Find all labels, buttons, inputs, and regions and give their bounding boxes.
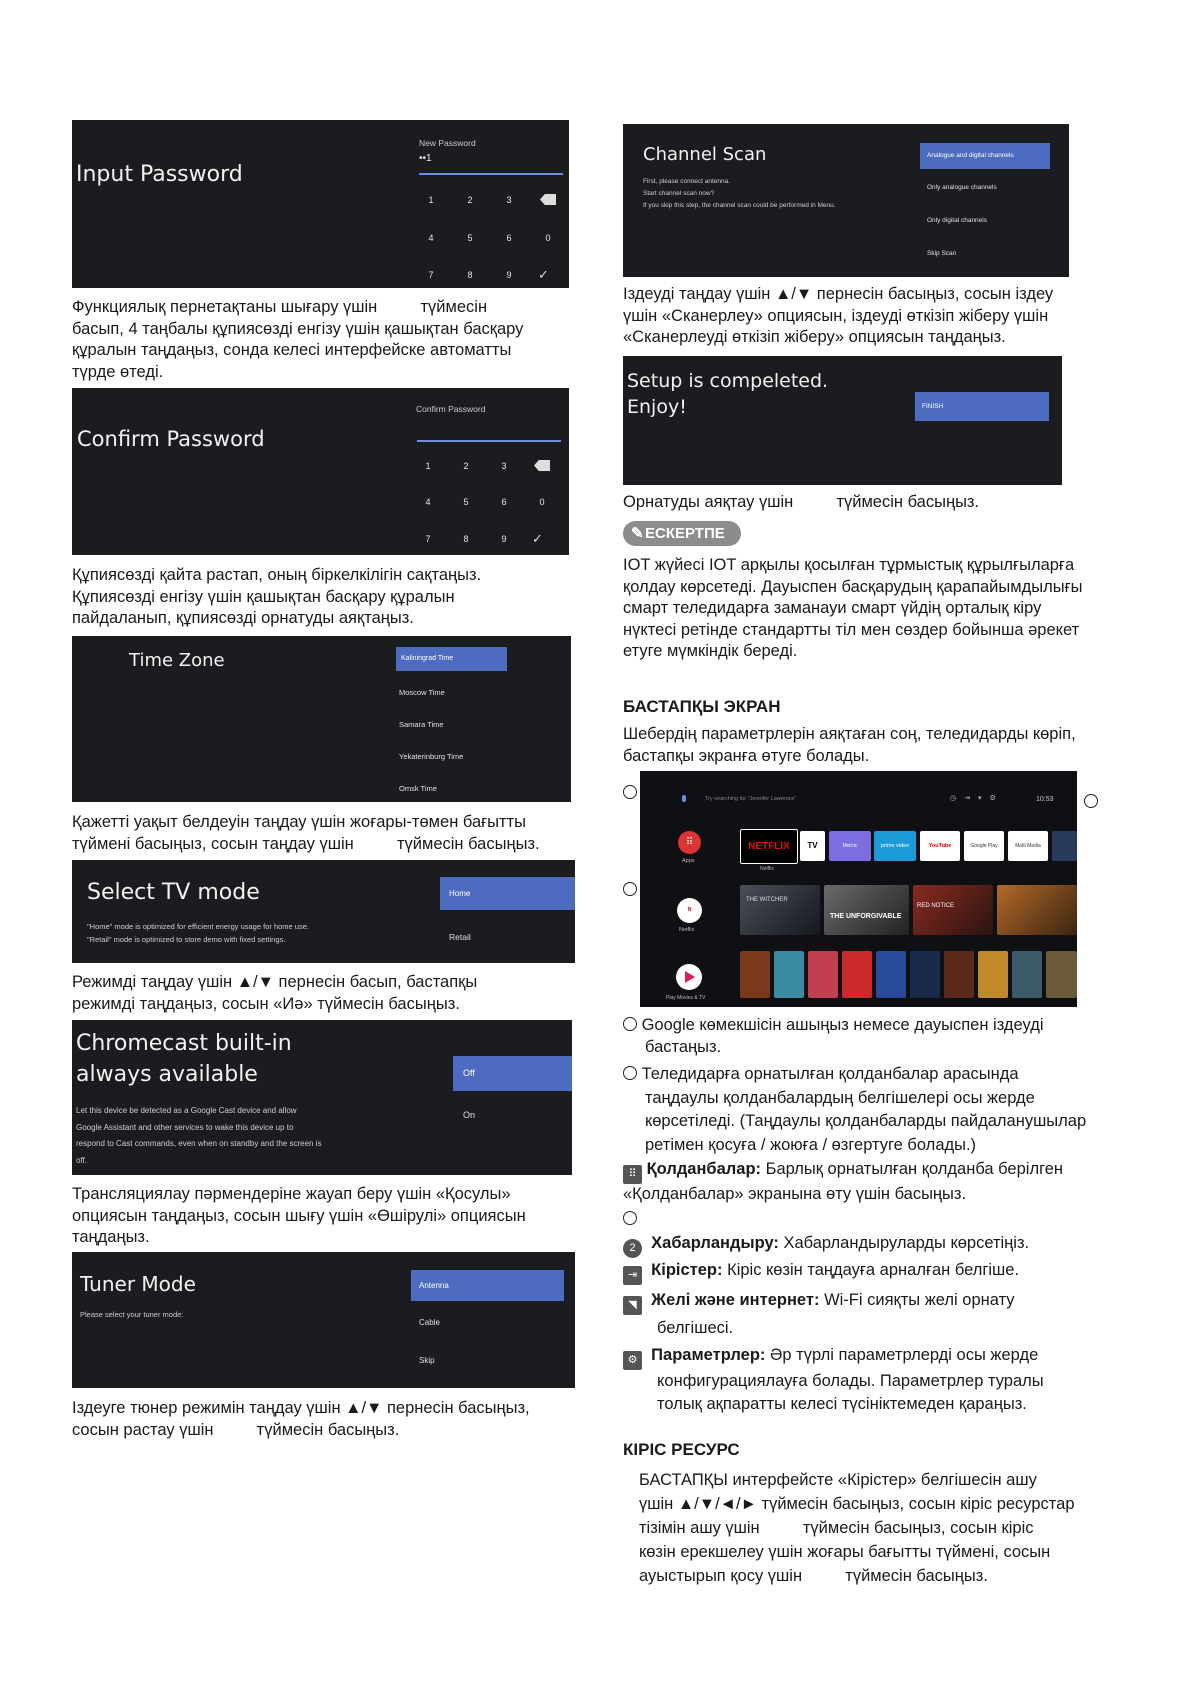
- key-9[interactable]: 9: [501, 534, 507, 544]
- callout-ring: [623, 1066, 637, 1080]
- note-badge: [623, 521, 741, 546]
- confirm-password-underline: [417, 440, 561, 442]
- tv-mode-retail-option[interactable]: Retail: [449, 932, 471, 942]
- tuner-mode-desc: Please select your tuner mode:: [80, 1310, 184, 1319]
- setup-complete-title: [627, 368, 828, 420]
- bullet-line: Теледидарға орнатылған қолданбалар арасында: [641, 1065, 1019, 1083]
- caption-line: Орнатуды аяқтау үшін: [623, 493, 794, 511]
- time-zone-option[interactable]: Omsk Time: [399, 784, 437, 793]
- key-0[interactable]: 0: [539, 497, 545, 507]
- caption-line: сосын растау үшін: [72, 1420, 214, 1439]
- movie-poster[interactable]: [1046, 951, 1077, 998]
- key-8[interactable]: 8: [463, 534, 469, 544]
- bullet-line: Google көмекшісін ашыңыз немесе дауыспен іздеуді: [641, 1016, 1044, 1034]
- caption-line: режимді таңдаңыз, сосын «Иә» түймесін басыңыз.: [72, 994, 460, 1013]
- chromecast-desc: [76, 1103, 321, 1169]
- callout-ring-1: [623, 785, 637, 803]
- caption-line: таңдаңыз.: [72, 1228, 150, 1247]
- key-4[interactable]: 4: [425, 497, 431, 507]
- prime-video-tile[interactable]: prime video: [874, 831, 916, 861]
- caption-setup-complete: [623, 492, 979, 514]
- play-movies-label: Play Movies & TV: [666, 995, 706, 1001]
- desc-line: off.: [76, 1155, 87, 1165]
- tuner-mode-screen: [72, 1252, 575, 1388]
- desc-line: Start channel scan now?: [643, 190, 715, 197]
- key-4[interactable]: 4: [428, 233, 434, 243]
- time-zone-title: Time Zone: [129, 650, 225, 671]
- content-tile[interactable]: [997, 885, 1077, 935]
- select-tv-mode-screen: [72, 860, 575, 963]
- setup-complete-screen: [623, 356, 1062, 485]
- bullet-line: ретімен қосуға / жоюға / өзгертуге болады.): [645, 1135, 977, 1154]
- item-bold: Желі және интернет:: [651, 1291, 820, 1309]
- new-password-value: ••1: [419, 153, 432, 164]
- callout-ring-2: [623, 882, 637, 900]
- clock: 10:53: [1036, 796, 1054, 803]
- input-resource-heading: КІРІС РЕСУРС: [623, 1440, 740, 1459]
- play-movies-icon[interactable]: [676, 964, 702, 990]
- key-6[interactable]: 6: [501, 497, 507, 507]
- key-3[interactable]: 3: [501, 461, 507, 471]
- desc-line: Let this device be detected as a Google Cast device and allow: [76, 1106, 297, 1115]
- apps-item-text: Барлық орнатылған қолданба берілген: [765, 1160, 1064, 1178]
- note-label: ЕСКЕРТПЕ: [645, 525, 725, 542]
- title-line: always available: [76, 1062, 258, 1087]
- apps-item-text: «Қолданбалар» экранына өту үшін басыңыз.: [623, 1185, 967, 1203]
- netflix-rail-icon[interactable]: N: [677, 898, 702, 923]
- finish-button[interactable]: FINISH: [915, 392, 1049, 421]
- select-tv-mode-title: Select TV mode: [87, 880, 260, 905]
- tv-mode-desc: [87, 920, 309, 946]
- input-line: БАСТАПҚЫ интерфейсте «Кірістер» белгішесін ашу: [639, 1471, 1037, 1489]
- note-line: қолдау көрсетеді. Дауыспен басқарудың қарапайымдылығы: [623, 577, 1083, 596]
- content-tile-unforgivable[interactable]: THE UNFORGIVABLE: [824, 885, 909, 935]
- movie-poster[interactable]: [876, 951, 906, 998]
- callout-ring: [623, 1017, 637, 1031]
- desc-line: If you skip this step, the channel scan could be performed in Menu.: [643, 202, 836, 209]
- key-9[interactable]: 9: [506, 270, 512, 280]
- confirm-password-screen: [72, 388, 569, 555]
- scan-option[interactable]: Analogue and digital channels: [920, 143, 1050, 169]
- title-line: Setup is compeleted.: [627, 370, 829, 392]
- movie-poster[interactable]: [910, 951, 940, 998]
- input-resource-text: [639, 1468, 1075, 1588]
- caption-chromecast: [72, 1184, 526, 1249]
- mvirric-tile[interactable]: Mvirric: [829, 831, 871, 861]
- item-text: конфигурациялауға болады. Параметрлер туралы: [657, 1372, 1044, 1390]
- input-source-icon: ⇥: [623, 1266, 642, 1285]
- caption-time-zone: [72, 812, 540, 855]
- time-zone-option[interactable]: Samara Time: [399, 720, 444, 729]
- caption-line: опциясын таңдаңыз, сосын шығу үшін «Өшірулі» опциясын: [72, 1206, 526, 1225]
- scan-option[interactable]: Skip Scan: [927, 250, 957, 257]
- channel-scan-title: Channel Scan: [643, 144, 767, 165]
- check-icon[interactable]: ✓: [538, 267, 549, 282]
- network-item: [623, 1287, 1015, 1341]
- desc-line: Google Assistant and other services to wake this device up to: [76, 1122, 294, 1132]
- input-line: көзін ерекшелеу үшін жоғары бағытты түймені, сосын: [639, 1543, 1051, 1561]
- caption-line: Құпиясөзді енгізу үшін қашықтан басқару құралын: [72, 587, 455, 606]
- item-text: Хабарландыруларды көрсетіңіз.: [783, 1234, 1030, 1252]
- item-text: Кіріс көзін таңдауға арналған белгіше.: [727, 1261, 1020, 1279]
- title-line: Chromecast built-in: [76, 1031, 292, 1056]
- chromecast-off-option[interactable]: Off: [453, 1056, 572, 1091]
- paperclip-icon: ✎: [631, 525, 644, 542]
- time-zone-screen: [72, 636, 571, 802]
- caption-line: түймесін басыңыз.: [256, 1420, 400, 1439]
- desc-line: respond to Cast commands, even when on standby and the screen is: [76, 1139, 322, 1148]
- caption-line: үшін «Сканерлеу» опциясын, іздеуді өткізіп жіберу үшін: [623, 306, 1049, 325]
- caption-line: Құпиясөзді қайта растап, оның біркелкілігін сақтаңыз.: [72, 566, 482, 584]
- apps-item-bold: Қолданбалар:: [646, 1160, 762, 1178]
- mic-icon[interactable]: [682, 795, 686, 802]
- caption-line: Функциялық пернетақтаны шығару үшін: [72, 298, 378, 316]
- intro-line: бастапқы экранға өтуге болады.: [623, 746, 870, 765]
- caption-line: басып, 4 таңбалы құпиясөзді енгізу үшін қашықтан басқару: [72, 319, 524, 338]
- caption-line: құралын таңдаңыз, сонда келесі интерфейске автоматты: [72, 341, 512, 360]
- movie-poster[interactable]: [808, 951, 838, 998]
- caption-confirm-password: [72, 565, 481, 630]
- tuner-mode-title: Tuner Mode: [80, 1272, 196, 1296]
- item-bold: Хабарландыру:: [651, 1234, 779, 1252]
- caption-line: түймесін: [420, 298, 488, 316]
- bullet-line: көрсетіледі. (Таңдаулы қолданбаларды пайдаланушылар: [645, 1112, 1087, 1130]
- movie-poster[interactable]: [1012, 951, 1042, 998]
- new-password-underline: [419, 173, 563, 175]
- caption-line: Қажетті уақыт белдеуін таңдау үшін жоғары-төмен бағытты: [72, 813, 526, 831]
- settings-item: [623, 1344, 1044, 1416]
- input-line: тізімін ашу үшін: [639, 1519, 760, 1537]
- channel-scan-screen: [623, 124, 1069, 277]
- app-tile-partial[interactable]: [1052, 831, 1077, 861]
- caption-line: түймені басыңыз, сосын таңдау үшін: [72, 834, 354, 853]
- movie-poster[interactable]: [740, 951, 770, 998]
- content-tile-red-notice[interactable]: RED NOTICE: [913, 885, 993, 935]
- confirm-password-label: Confirm Password: [416, 404, 486, 414]
- movie-poster[interactable]: [774, 951, 804, 998]
- caption-line: Іздеуге тюнер режимін таңдау үшін ▲/▼ пернесін басыңыз,: [72, 1399, 530, 1417]
- caption-line: «Сканерлеуді өткізіп жіберу» опциясын таңдаңыз.: [623, 328, 1006, 347]
- home-intro: [623, 724, 1076, 767]
- scan-option[interactable]: Only analogue channels: [927, 184, 997, 191]
- netflix-label: Netflix: [679, 927, 695, 933]
- channel-scan-desc: [643, 176, 836, 212]
- input-line: түймесін басыңыз, сосын кіріс: [802, 1519, 1034, 1537]
- tv-mode-home-option[interactable]: Home: [440, 877, 575, 910]
- backspace-icon[interactable]: [540, 194, 556, 205]
- search-hint[interactable]: Try searching for "Jennifer Lawrence": [705, 796, 797, 802]
- time-zone-option[interactable]: Moscow Time: [399, 688, 445, 697]
- caption-tuner-mode: [72, 1398, 530, 1441]
- home-screen-heading: БАСТАПҚЫ ЭКРАН: [623, 697, 781, 716]
- content-tile-witcher[interactable]: THE WITCHER: [740, 885, 820, 935]
- inputs-item: [623, 1260, 1019, 1285]
- tv-tile[interactable]: TV: [800, 831, 825, 861]
- movie-poster[interactable]: [842, 951, 872, 998]
- home-screen-screenshot: [640, 771, 1077, 1007]
- key-0[interactable]: 0: [545, 233, 551, 243]
- confirm-password-title: Confirm Password: [77, 427, 265, 451]
- apps-item: [623, 1159, 1063, 1206]
- caption-line: түрде өтеді.: [72, 362, 164, 381]
- backspace-icon[interactable]: [534, 460, 550, 471]
- scan-option[interactable]: Only digital channels: [927, 217, 987, 224]
- apps-icon[interactable]: ⠿: [678, 831, 701, 854]
- caption-channel-scan: [623, 284, 1053, 349]
- tuner-option-skip[interactable]: Skip: [419, 1356, 435, 1365]
- note-line: нүктесі ретінде стандартты тіл мен сөздер бойынша әрекет: [623, 620, 1080, 639]
- item-text: Әр түрлі параметрлерді осы жерде: [770, 1346, 1039, 1364]
- chromecast-screen: [72, 1020, 572, 1175]
- item-bold: Параметрлер:: [651, 1346, 766, 1364]
- chromecast-on-option[interactable]: On: [463, 1110, 476, 1120]
- desc-line: "Home" mode is optimized for efficient energy usage for home use.: [87, 922, 309, 931]
- input-password-title: Input Password: [76, 162, 243, 187]
- input-password-screen: [72, 120, 569, 288]
- home-bullet-2: [623, 1063, 1086, 1157]
- note-line: етуге мүмкіндік береді.: [623, 642, 798, 661]
- item-text: Wi-Fi сияқты желі орнату: [824, 1291, 1015, 1309]
- key-2[interactable]: 2: [463, 461, 469, 471]
- key-6[interactable]: 6: [506, 233, 512, 243]
- notification-item: [623, 1233, 1029, 1258]
- caption-line: Трансляциялау пәрмендеріне жауап беру үшін «Қосулы»: [72, 1185, 511, 1203]
- callout-ring-3: [1084, 794, 1098, 812]
- wifi-icon: ◥: [623, 1296, 642, 1315]
- input-line: түймесін басыңыз.: [845, 1567, 988, 1585]
- key-8[interactable]: 8: [467, 270, 473, 280]
- check-icon[interactable]: ✓: [532, 531, 543, 546]
- note-line: IOT жүйесі IOT арқылы қосылған тұрмыстық құрылғыларға: [623, 556, 1075, 574]
- key-5[interactable]: 5: [463, 497, 469, 507]
- netflix-tile-label: Netflix: [760, 866, 774, 872]
- intro-line: Шебердің параметрлерін аяқтаған соң, теледидарды көріп,: [623, 725, 1076, 743]
- netflix-tile[interactable]: NETFLIX: [740, 829, 798, 864]
- caption-line: Режимді таңдау үшін ▲/▼ пернесін басып, бастапқы: [72, 973, 478, 991]
- item-text: белгішесі.: [657, 1319, 734, 1337]
- google-play-tile[interactable]: Google Play: [964, 831, 1004, 861]
- item-text: толық ақпаратты келесі түсініктемеден қараңыз.: [657, 1395, 1027, 1413]
- key-1[interactable]: 1: [425, 461, 431, 471]
- tuner-option-cable[interactable]: Cable: [419, 1318, 440, 1327]
- bullet-line: бастаңыз.: [645, 1037, 722, 1056]
- note-text: [623, 555, 1082, 663]
- status-icons: ◷⇥▾⚙: [950, 795, 1004, 802]
- item-bold: Кірістер:: [651, 1261, 723, 1279]
- notification-icon: 2: [623, 1239, 642, 1258]
- callout-ring-4: [623, 1211, 637, 1229]
- caption-line: пайдаланып, құпиясөзді орнатуды аяқтаңыз.: [72, 609, 414, 628]
- apps-label: Apps: [682, 858, 695, 864]
- key-7[interactable]: 7: [425, 534, 431, 544]
- caption-line: түймесін басыңыз.: [836, 493, 980, 511]
- desc-line: "Retail" mode is optimized to store demo with fixed settings.: [87, 935, 286, 944]
- home-bullet-1: [623, 1015, 1044, 1058]
- desc-line: First, please connect antenna.: [643, 178, 731, 185]
- tuner-option-antenna[interactable]: Antenna: [411, 1270, 564, 1301]
- key-2[interactable]: 2: [467, 195, 473, 205]
- new-password-label: New Password: [419, 138, 476, 148]
- time-zone-option[interactable]: Kaliningrad Time: [396, 647, 507, 671]
- key-1[interactable]: 1: [428, 195, 434, 205]
- input-line: ауыстырып қосу үшін: [639, 1567, 803, 1585]
- gear-icon: ⚙: [623, 1351, 642, 1370]
- key-5[interactable]: 5: [467, 233, 473, 243]
- multimedia-tile[interactable]: Multi Media: [1008, 831, 1048, 861]
- apps-grid-icon: ⠿: [623, 1165, 642, 1184]
- caption-tv-mode: [72, 972, 477, 1015]
- caption-line: түймесін басыңыз.: [396, 834, 540, 853]
- title-line: Enjoy!: [627, 396, 687, 418]
- movie-poster[interactable]: [944, 951, 974, 998]
- key-3[interactable]: 3: [506, 195, 512, 205]
- bullet-line: таңдаулы қолданбалардың белгішелері осы жерде: [645, 1088, 1035, 1107]
- youtube-tile[interactable]: YouTube: [920, 831, 960, 861]
- note-line: смарт теледидарға заманауи смарт үйдің орталық кіру: [623, 599, 1042, 618]
- caption-line: Іздеуді таңдау үшін ▲/▼ пернесін басыңыз, сосын іздеу: [623, 285, 1054, 303]
- input-line: үшін ▲/▼/◄/► түймесін басыңыз, сосын кіріс ресурстар: [639, 1495, 1075, 1513]
- movie-poster[interactable]: [978, 951, 1008, 998]
- caption-input-password: [72, 297, 523, 383]
- chromecast-title: [76, 1028, 292, 1090]
- time-zone-option[interactable]: Yekaterinburg Time: [399, 752, 464, 761]
- key-7[interactable]: 7: [428, 270, 434, 280]
